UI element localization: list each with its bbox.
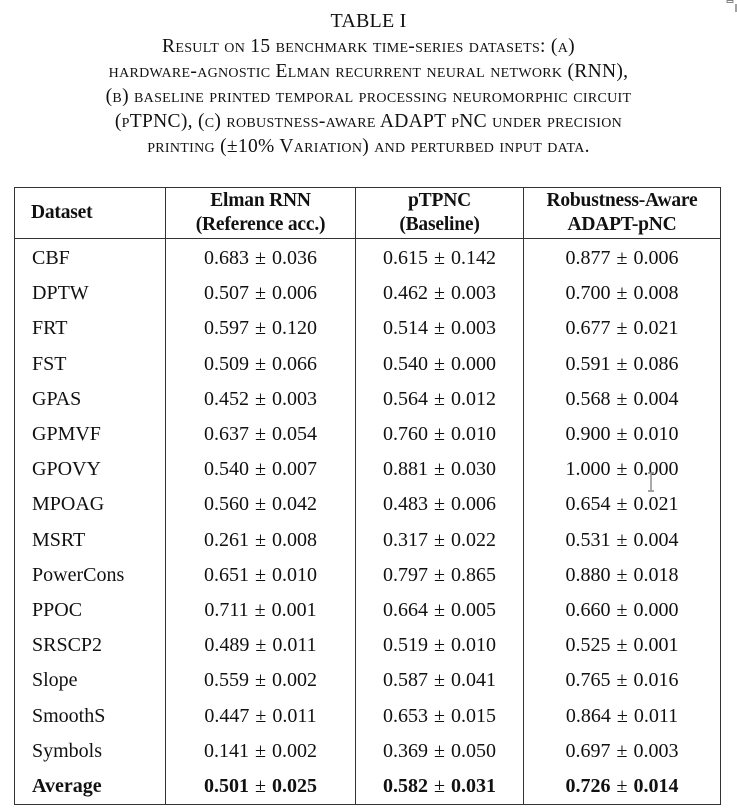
mean-value: 0.591 [565,352,611,375]
table-row [15,593,721,628]
cell-ptpnc [356,628,524,663]
cell-adapt [524,276,721,311]
plus-minus-symbol: ± [255,423,266,446]
header-adapt-pnc [524,188,721,239]
cell-elman [166,311,356,346]
plus-minus-symbol: ± [434,669,445,692]
cell-ptpnc [356,382,524,417]
mean-value: 0.637 [204,423,249,446]
cell-ptpnc [356,311,524,346]
cell-elman [166,347,356,382]
plus-minus-symbol: ± [434,387,445,410]
dataset-name: CBF [15,239,166,277]
std-value: 0.010 [633,423,679,446]
plus-minus-symbol: ± [434,317,445,340]
mean-value: 0.654 [565,493,611,516]
cell-elman [166,382,356,417]
window-corner-icon [726,0,737,12]
dataset-name: Slope [15,663,166,698]
std-value: 0.011 [633,704,679,727]
table-row [15,382,721,417]
cell-elman [166,593,356,628]
plus-minus-symbol: ± [616,634,628,657]
plus-minus-symbol: ± [255,774,266,797]
cell-adapt [524,628,721,663]
cell-elman [166,769,356,805]
mean-value: 1.000 [565,458,611,481]
std-value: 0.142 [450,247,496,270]
plus-minus-symbol: ± [434,634,445,657]
plus-minus-symbol: ± [616,352,628,375]
mean-value: 0.261 [204,528,249,551]
mean-value: 0.651 [204,563,249,586]
mean-value: 0.525 [565,634,611,657]
std-value: 0.036 [271,247,317,270]
mean-value: 0.582 [383,774,428,797]
plus-minus-symbol: ± [616,317,628,340]
mean-value: 0.447 [204,704,250,727]
dataset-name: PPOC [15,593,166,628]
cell-ptpnc [356,663,524,698]
plus-minus-symbol: ± [255,528,266,551]
header-ptpnc [356,188,524,239]
mean-value: 0.615 [383,247,428,270]
std-value: 0.010 [271,563,317,586]
text-cursor-icon [646,472,656,492]
table-row [15,523,721,558]
average-row [15,769,721,805]
mean-value: 0.509 [204,352,249,375]
std-value: 0.014 [633,774,679,797]
std-value: 0.005 [450,598,496,621]
cell-elman [166,239,356,277]
plus-minus-symbol: ± [255,634,267,657]
results-table [14,187,721,805]
table-row [15,452,721,487]
plus-minus-symbol: ± [434,704,445,727]
plus-minus-symbol: ± [434,739,445,762]
cell-adapt [524,558,721,593]
cell-elman [166,663,356,698]
mean-value: 0.864 [565,704,611,727]
header-adapt-pnc-line2: ADAPT-pNC [567,214,677,235]
std-value: 0.003 [271,387,317,410]
std-value: 0.015 [450,704,496,727]
plus-minus-symbol: ± [254,598,266,621]
std-value: 0.000 [633,598,679,621]
table-label: TABLE I [330,10,407,32]
std-value: 0.042 [271,493,317,516]
caption-line: Result on 15 benchmark time-series datasets: (a) [162,36,575,57]
plus-minus-symbol: ± [616,282,628,305]
table-row [15,734,721,769]
mean-value: 0.564 [383,387,428,410]
std-value: 0.006 [450,493,496,516]
cell-ptpnc [356,487,524,522]
mean-value: 0.677 [565,317,611,340]
plus-minus-symbol: ± [255,563,266,586]
table-row [15,311,721,346]
header-dataset [15,188,166,239]
mean-value: 0.531 [565,528,611,551]
plus-minus-symbol: ± [616,493,628,516]
header-ptpnc-line2: (Baseline) [399,214,480,235]
plus-minus-symbol: ± [434,458,445,481]
cell-ptpnc [356,698,524,733]
mean-value: 0.452 [204,387,249,410]
plus-minus-symbol: ± [255,282,266,305]
cell-ptpnc [356,593,524,628]
std-value: 0.001 [271,598,317,621]
plus-minus-symbol: ± [255,352,266,375]
std-value: 0.003 [450,317,496,340]
plus-minus-symbol: ± [434,528,445,551]
dataset-name: MSRT [15,523,166,558]
caption-line: (pTPNC), (c) robustness-aware ADAPT pNC under precision [114,111,623,132]
plus-minus-symbol: ± [255,739,266,762]
dataset-name: GPMVF [15,417,166,452]
std-value: 0.050 [450,739,496,762]
std-value: 0.031 [450,774,496,797]
cell-elman [166,558,356,593]
plus-minus-symbol: ± [434,423,445,446]
plus-minus-symbol: ± [434,282,445,305]
plus-minus-symbol: ± [616,598,628,621]
caption-line: printing (±10% Variation) and perturbed input data. [147,136,590,157]
mean-value: 0.880 [565,563,611,586]
cell-adapt [524,698,721,733]
plus-minus-symbol: ± [616,704,628,727]
mean-value: 0.483 [383,493,428,516]
cell-ptpnc [356,558,524,593]
plus-minus-symbol: ± [434,493,445,516]
cell-ptpnc [356,347,524,382]
mean-value: 0.653 [383,704,428,727]
plus-minus-symbol: ± [616,669,628,692]
plus-minus-symbol: ± [255,317,266,340]
cell-adapt [524,769,721,805]
mean-value: 0.765 [565,669,611,692]
header-ptpnc-line1: pTPNC [408,190,471,211]
cell-elman [166,523,356,558]
plus-minus-symbol: ± [434,598,445,621]
mean-value: 0.540 [204,458,249,481]
dataset-name: GPAS [15,382,166,417]
plus-minus-symbol: ± [434,352,445,375]
mean-value: 0.507 [204,282,249,305]
cell-adapt [524,382,721,417]
std-value: 0.008 [633,282,679,305]
plus-minus-symbol: ± [255,669,266,692]
std-value: 0.054 [271,423,317,446]
cell-adapt [524,347,721,382]
mean-value: 0.317 [383,528,428,551]
mean-value: 0.369 [383,739,428,762]
header-elman-rnn [166,188,356,239]
table-body [15,239,721,805]
plus-minus-symbol: ± [616,458,628,481]
std-value: 0.025 [271,774,317,797]
std-value: 0.030 [450,458,496,481]
std-value: 0.016 [633,669,679,692]
std-value: 0.011 [272,634,317,657]
cell-ptpnc [356,734,524,769]
table-row [15,276,721,311]
cell-adapt [524,663,721,698]
plus-minus-symbol: ± [616,739,628,762]
mean-value: 0.540 [383,352,428,375]
table-row [15,487,721,522]
table-row [15,239,721,277]
std-value: 0.018 [633,563,679,586]
dataset-name: FRT [15,311,166,346]
dataset-name: Average [15,769,166,805]
std-value: 0.002 [271,669,317,692]
cell-adapt [524,593,721,628]
mean-value: 0.881 [383,458,428,481]
cell-elman [166,734,356,769]
std-value: 0.003 [450,282,496,305]
std-value: 0.004 [633,387,679,410]
table-row [15,628,721,663]
plus-minus-symbol: ± [434,247,445,270]
cell-ptpnc [356,523,524,558]
cell-ptpnc [356,239,524,277]
std-value: 0.120 [271,317,317,340]
cell-ptpnc [356,417,524,452]
mean-value: 0.560 [204,493,249,516]
header-elman-rnn-line1: Elman RNN [210,190,311,211]
plus-minus-symbol: ± [255,387,266,410]
cell-adapt [524,452,721,487]
mean-value: 0.587 [383,669,428,692]
plus-minus-symbol: ± [255,704,267,727]
std-value: 0.008 [271,528,317,551]
caption-text [0,34,737,159]
plus-minus-symbol: ± [616,774,628,797]
cell-elman [166,417,356,452]
cell-adapt [524,734,721,769]
cell-elman [166,628,356,663]
cell-elman [166,276,356,311]
mean-value: 0.462 [383,282,428,305]
std-value: 0.000 [633,458,679,481]
cell-adapt [524,487,721,522]
mean-value: 0.501 [204,774,249,797]
plus-minus-symbol: ± [616,528,628,551]
mean-value: 0.664 [383,598,428,621]
std-value: 0.003 [633,739,679,762]
dataset-name: DPTW [15,276,166,311]
table-row [15,417,721,452]
std-value: 0.021 [633,493,679,516]
header-elman-rnn-line2: (Reference acc.) [195,214,326,235]
cell-ptpnc [356,769,524,805]
std-value: 0.086 [633,352,679,375]
table-header [15,188,721,239]
mean-value: 0.900 [565,423,611,446]
plus-minus-symbol: ± [616,563,628,586]
cell-elman [166,487,356,522]
mean-value: 0.559 [204,669,249,692]
cell-elman [166,698,356,733]
mean-value: 0.697 [565,739,611,762]
mean-value: 0.726 [565,774,611,797]
dataset-name: SmoothS [15,698,166,733]
std-value: 0.041 [450,669,496,692]
std-value: 0.022 [450,528,496,551]
std-value: 0.000 [450,352,496,375]
header-adapt-pnc-line1: Robustness-Aware [546,190,698,211]
mean-value: 0.683 [204,247,249,270]
plus-minus-symbol: ± [616,387,628,410]
plus-minus-symbol: ± [616,423,628,446]
plus-minus-symbol: ± [255,458,266,481]
cell-ptpnc [356,276,524,311]
caption-line: (b) baseline printed temporal processing neuromorphic circuit [105,86,632,107]
plus-minus-symbol: ± [255,493,266,516]
std-value: 0.012 [450,387,496,410]
std-value: 0.066 [271,352,317,375]
mean-value: 0.597 [204,317,249,340]
std-value: 0.002 [271,739,317,762]
std-value: 0.010 [450,423,496,446]
plus-minus-symbol: ± [434,774,445,797]
std-value: 0.011 [272,704,317,727]
header-row [15,188,721,239]
mean-value: 0.660 [565,598,611,621]
mean-value: 0.489 [204,634,250,657]
table-caption [0,9,737,159]
caption-line: hardware-agnostic Elman recurrent neural network (RNN), [108,61,629,82]
plus-minus-symbol: ± [255,247,266,270]
cell-adapt [524,239,721,277]
cell-ptpnc [356,452,524,487]
cell-adapt [524,523,721,558]
mean-value: 0.141 [204,739,249,762]
mean-value: 0.514 [383,317,428,340]
mean-value: 0.700 [565,282,611,305]
std-value: 0.007 [271,458,317,481]
std-value: 0.001 [633,634,679,657]
mean-value: 0.877 [565,247,611,270]
table-row [15,663,721,698]
std-value: 0.004 [633,528,679,551]
mean-value: 0.797 [383,563,428,586]
dataset-name: SRSCP2 [15,628,166,663]
std-value: 0.006 [271,282,317,305]
std-value: 0.021 [633,317,679,340]
cell-adapt [524,417,721,452]
dataset-name: GPOVY [15,452,166,487]
cell-elman [166,452,356,487]
mean-value: 0.519 [383,634,428,657]
dataset-name: MPOAG [15,487,166,522]
table-row [15,347,721,382]
cell-adapt [524,311,721,346]
dataset-name: FST [15,347,166,382]
table-row [15,698,721,733]
mean-value: 0.711 [204,598,249,621]
std-value: 0.006 [633,247,679,270]
header-dataset-label: Dataset [31,202,93,223]
std-value: 0.865 [450,563,496,586]
mean-value: 0.760 [383,423,428,446]
table-row [15,558,721,593]
mean-value: 0.568 [565,387,611,410]
plus-minus-symbol: ± [616,247,628,270]
dataset-name: Symbols [15,734,166,769]
std-value: 0.010 [450,634,496,657]
plus-minus-symbol: ± [434,563,445,586]
dataset-name: PowerCons [15,558,166,593]
